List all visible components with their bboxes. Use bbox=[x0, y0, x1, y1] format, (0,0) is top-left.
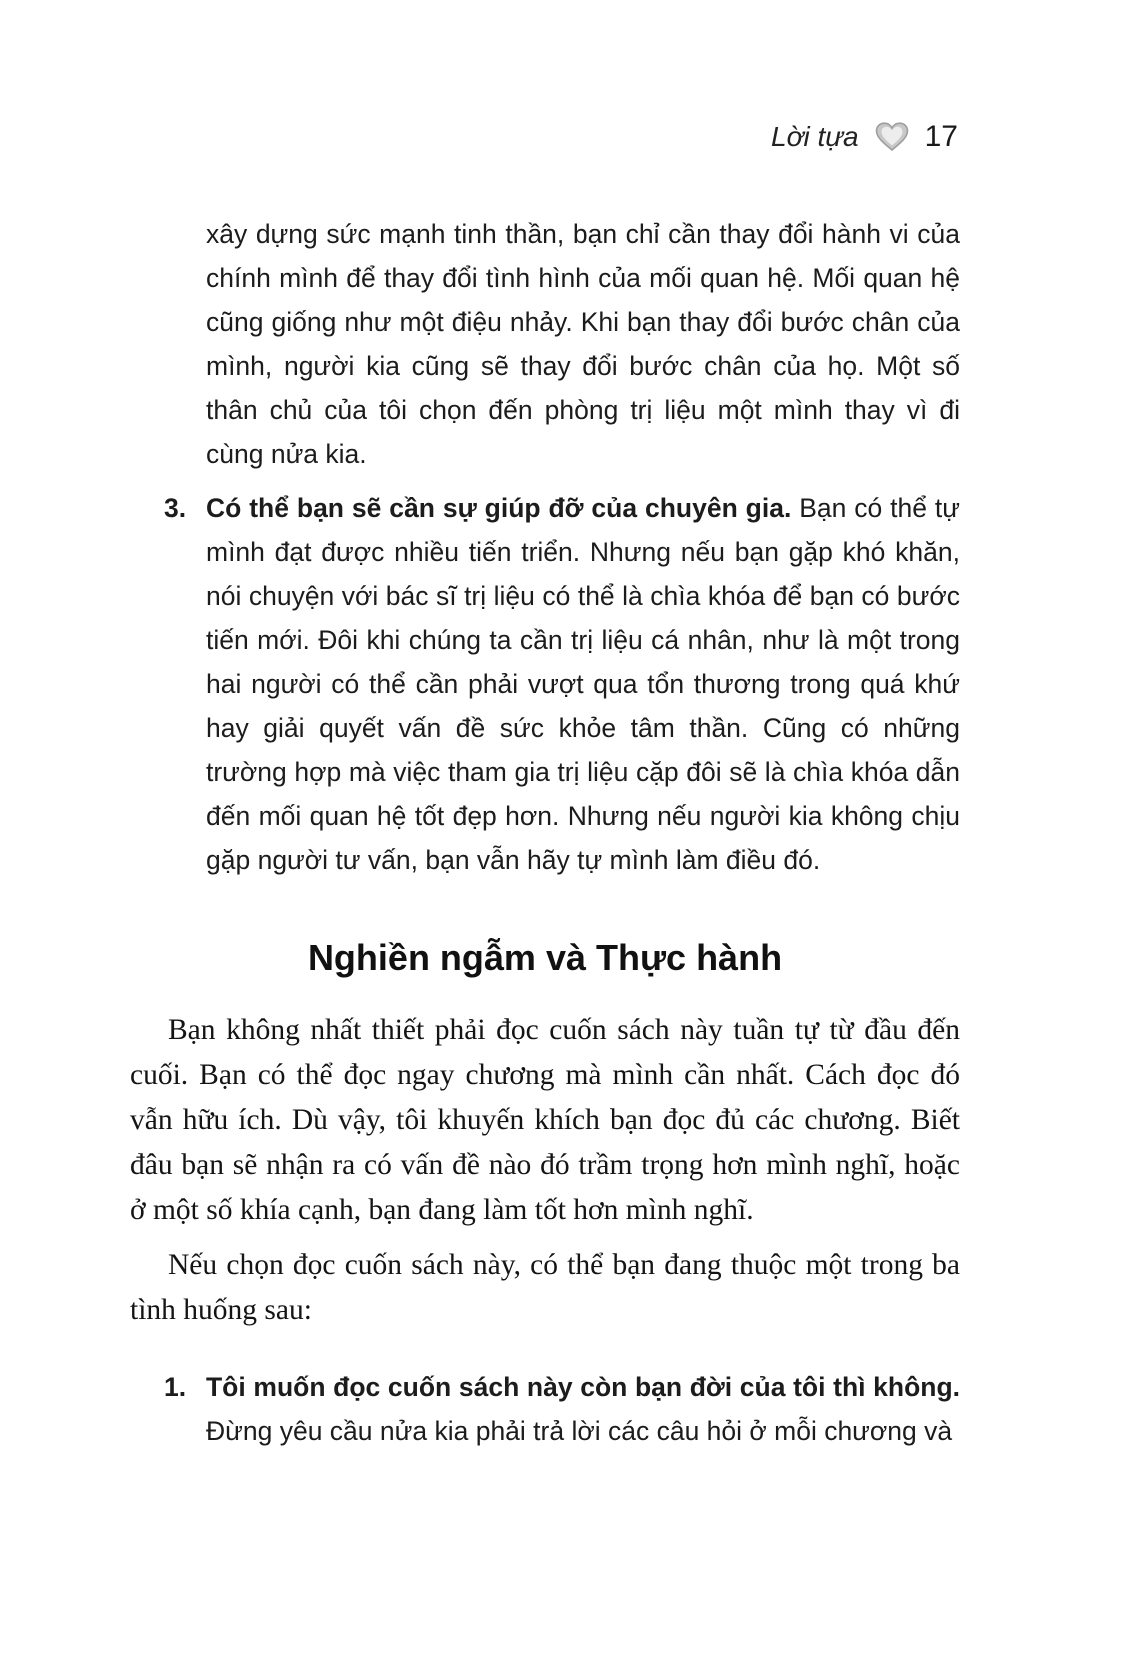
list-item-3-number: 3. bbox=[164, 493, 187, 523]
body-paragraph-2: Nếu chọn đọc cuốn sách này, có thể bạn đang thuộc một trong ba tình huống sau: bbox=[130, 1249, 960, 1326]
page-header bbox=[130, 120, 958, 154]
page-content bbox=[130, 212, 960, 1453]
list-item-3 bbox=[164, 486, 960, 882]
list-item-2-continuation: xây dựng sức mạnh tinh thần, bạn chỉ cần thay đổi hành vi của chính mình để thay đổi tình hình của mối quan hệ. Mối quan hệ cũng giống như một điệu nhảy. Khi bạn thay đổi bước chân của mình, người kia cũng sẽ thay đổi bước chân của họ. Một số thân chủ của tôi chọn đến phòng trị liệu một mình thay vì đi cùng nửa kia. bbox=[206, 219, 960, 469]
heart-icon bbox=[875, 122, 909, 152]
list-item-1-lead: Tôi muốn đọc cuốn sách này còn bạn đời của tôi thì không. bbox=[206, 1372, 960, 1402]
list-item-3-text: Bạn có thể tự mình đạt được nhiều tiến triển. Nhưng nếu bạn gặp khó khăn, nói chuyện với bác sĩ trị liệu có thể là chìa khóa để bạn có bước tiến mới. Đôi khi chúng ta cần trị liệu cá nhân, như là một trong hai người có thể cần phải vượt qua tổn thương trong quá khứ hay giải quyết vấn đề sức khỏe tâm thần. Cũng có những trường hợp mà việc tham gia trị liệu cặp đôi sẽ là chìa khóa dẫn đến mối quan hệ tốt đẹp hơn. Nhưng nếu người kia không chịu gặp người tư vấn, bạn vẫn hãy tự mình làm điều đó. bbox=[206, 493, 960, 875]
list-item-3-lead: Có thể bạn sẽ cần sự giúp đỡ của chuyên gia. bbox=[206, 493, 792, 523]
section-heading: Nghiền ngẫm và Thực hành bbox=[307, 937, 783, 978]
list-item-1 bbox=[164, 1365, 960, 1453]
running-title: Lời tựa bbox=[771, 121, 859, 152]
page-number: 17 bbox=[924, 120, 958, 153]
body-paragraph-1: Bạn không nhất thiết phải đọc cuốn sách này tuần tự từ đầu đến cuối. Bạn có thể đọc ngay chương mà mình cần nhất. Cách đọc đó vẫn hữu ích. Dù vậy, tôi khuyến khích bạn đọc đủ các chương. Biết đâu bạn sẽ nhận ra có vấn đề nào đó trầm trọng hơn mình nghĩ, hoặc ở một số khía cạnh, bạn đang làm tốt hơn mình nghĩ. bbox=[130, 1014, 960, 1226]
list-item-1-text: Đừng yêu cầu nửa kia phải trả lời các câu hỏi ở mỗi chương và bbox=[206, 1416, 953, 1446]
list-item-1-number: 1. bbox=[164, 1372, 187, 1402]
